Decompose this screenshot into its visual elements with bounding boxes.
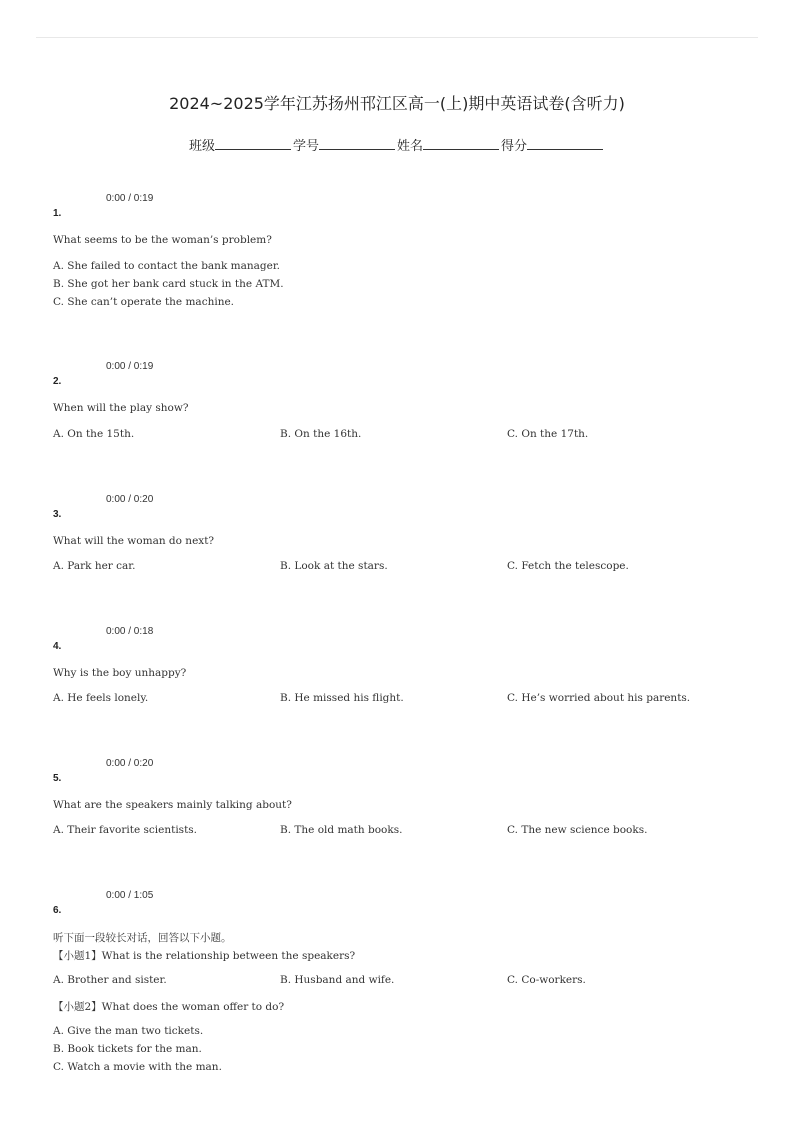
question-stem: What seems to be the woman’s problem? <box>53 234 272 246</box>
top-divider <box>36 37 758 38</box>
sub2-option-a[interactable]: A. Give the man two tickets. <box>53 1025 204 1037</box>
name-label: 姓名 <box>397 139 424 154</box>
option-a[interactable]: A. He feels lonely. <box>53 692 149 704</box>
question-stem: What are the speakers mainly talking about? <box>53 799 292 811</box>
question-number: 3. <box>53 509 62 520</box>
option-b[interactable]: B. Look at the stars. <box>280 560 388 572</box>
question-number: 5. <box>53 773 62 784</box>
option-a[interactable]: A. Their favorite scientists. <box>53 824 198 836</box>
option-c[interactable]: C. Fetch the telescope. <box>507 560 629 572</box>
sub2-option-c[interactable]: C. Watch a movie with the man. <box>53 1061 222 1073</box>
question-stem: Why is the boy unhappy? <box>53 667 187 679</box>
question-intro: 听下面一段较长对话，回答以下小题。 <box>53 932 232 944</box>
question-number: 6. <box>53 905 62 916</box>
id-blank[interactable] <box>319 135 395 150</box>
subquestion-2-stem: 【小题2】What does the woman offer to do? <box>53 1001 285 1013</box>
class-blank[interactable] <box>215 135 291 150</box>
student-info-row <box>0 135 794 154</box>
question-number: 4. <box>53 641 62 652</box>
option-a[interactable]: A. Park her car. <box>53 560 136 572</box>
option-b[interactable]: B. He missed his flight. <box>280 692 404 704</box>
audio-player-q4[interactable]: 0:00 / 0:18 <box>106 626 154 637</box>
option-b[interactable]: B. The old math books. <box>280 824 403 836</box>
subquestion-1-stem: 【小题1】What is the relationship between the speakers? <box>53 950 356 962</box>
option-a[interactable]: A. She failed to contact the bank manager. <box>53 260 281 272</box>
option-b[interactable]: B. On the 16th. <box>280 428 362 440</box>
question-number: 1. <box>53 208 62 219</box>
option-c[interactable]: C. On the 17th. <box>507 428 589 440</box>
question-stem: What will the woman do next? <box>53 535 215 547</box>
page-title: 2024~2025学年江苏扬州邗江区高一(上)期中英语试卷(含听力) <box>169 94 625 113</box>
option-a[interactable]: A. On the 15th. <box>53 428 135 440</box>
audio-player-q6[interactable]: 0:00 / 1:05 <box>106 890 154 901</box>
option-c[interactable]: C. She can’t operate the machine. <box>53 296 235 308</box>
sub2-option-b[interactable]: B. Book tickets for the man. <box>53 1043 202 1055</box>
name-blank[interactable] <box>423 135 499 150</box>
sub1-option-a[interactable]: A. Brother and sister. <box>53 974 167 986</box>
option-c[interactable]: C. The new science books. <box>507 824 648 836</box>
question-stem: When will the play show? <box>53 402 189 414</box>
audio-player-q2[interactable]: 0:00 / 0:19 <box>106 361 154 372</box>
score-label: 得分 <box>501 139 528 154</box>
id-label: 学号 <box>292 139 319 154</box>
audio-player-q3[interactable]: 0:00 / 0:20 <box>106 494 154 505</box>
question-number: 2. <box>53 376 62 387</box>
audio-player-q1[interactable]: 0:00 / 0:19 <box>106 193 154 204</box>
option-c[interactable]: C. He’s worried about his parents. <box>507 692 691 704</box>
sub1-option-c[interactable]: C. Co-workers. <box>507 974 586 986</box>
option-b[interactable]: B. She got her bank card stuck in the ATM. <box>53 278 284 290</box>
score-blank[interactable] <box>527 135 603 150</box>
class-label: 班级 <box>188 139 215 154</box>
audio-player-q5[interactable]: 0:00 / 0:20 <box>106 758 154 769</box>
sub1-option-b[interactable]: B. Husband and wife. <box>280 974 395 986</box>
